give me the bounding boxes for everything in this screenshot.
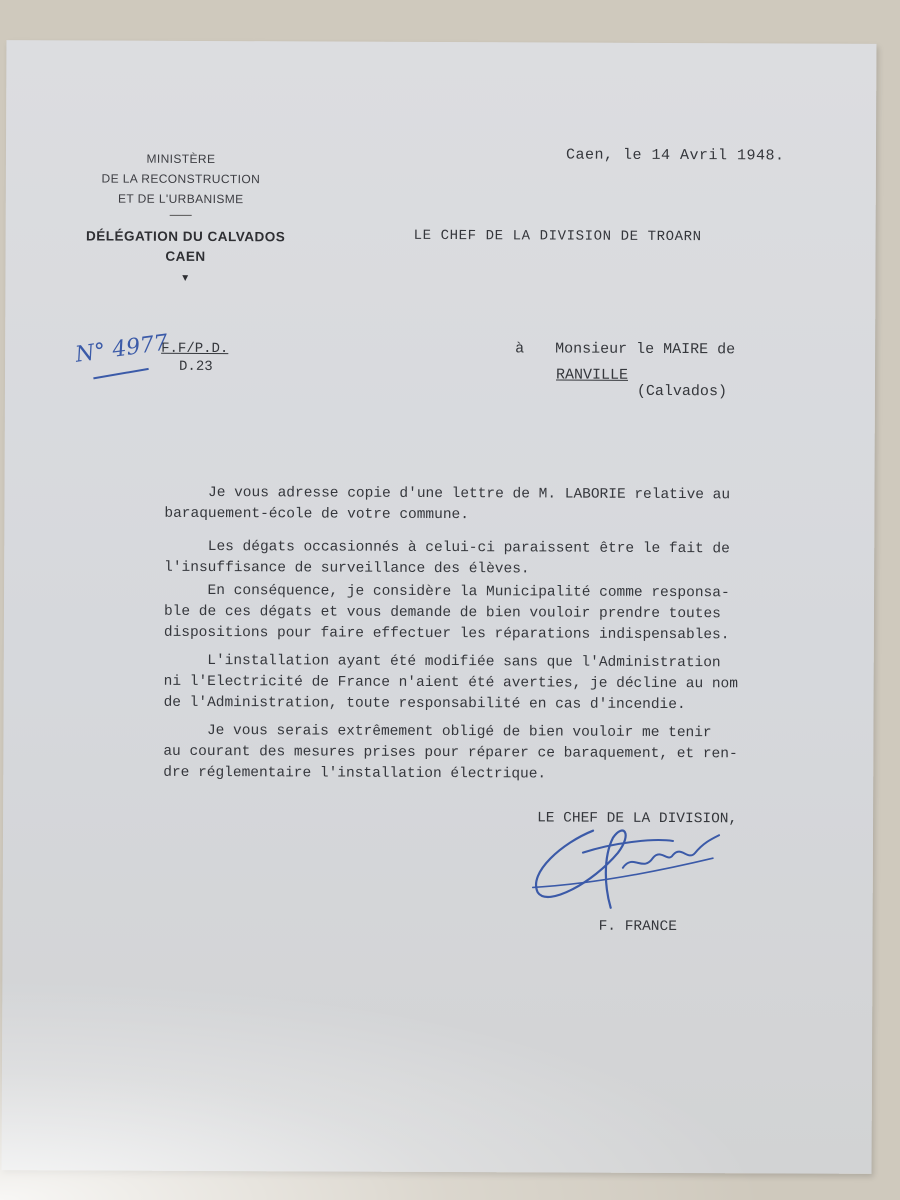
letter-paper [2, 40, 877, 1174]
sender-title: LE CHEF DE LA DIVISION DE TROARN [413, 227, 702, 246]
recipient-prefix: à [515, 340, 525, 358]
body-paragraph-1: Je vous adresse copie d'une lettre de M. LABORIE relative au baraquement-école de votre commune. [164, 484, 731, 524]
recipient-line-1: Monsieur le MAIRE de [555, 340, 736, 359]
recipient-line-3: (Calvados) [636, 382, 727, 401]
reference-code-line-2: D.23 [179, 358, 213, 376]
letterhead-delegation [55, 226, 315, 289]
letterhead-ministry [96, 148, 266, 216]
body-paragraph-5: Je vous serais extrêmement obligé de bien vouloir me tenir au courant des mesures prises pour réparer ce baraquement, et ren- dre réglementaire l'installation électrique. [163, 722, 738, 783]
reference-code-line-1: F.F/P.D. [161, 340, 229, 358]
handwritten-signature [523, 812, 733, 913]
body-paragraph-2: Les dégats occasionnés à celui-ci paraissent être le fait de l'insuffisance de surveillance des élèves. [164, 538, 730, 578]
signatory-name: F. FRANCE [598, 918, 677, 936]
recipient-line-2: RANVILLE [555, 366, 629, 384]
delegation-name: DÉLÉGATION DU CALVADOS [85, 228, 286, 245]
closing-line: LE CHEF DE LA DIVISION, [537, 810, 738, 828]
ministry-line-3: ET DE L'URBANISME [117, 191, 244, 207]
down-arrow-icon: ▼ [180, 272, 191, 284]
handwritten-underline [93, 368, 149, 379]
ministry-line-1: MINISTÈRE [146, 151, 216, 167]
body-paragraph-3: En conséquence, je considère la Municipalité comme responsa- ble de ces dégats et vous demande de bien vouloir prendre toutes dispositions pour faire effectuer les réparations indispensables. [163, 582, 730, 644]
handwritten-reference-number: N° 4977 [73, 330, 170, 368]
body-paragraph-4: L'installation ayant été modifiée sans que l'Administration ni l'Electricité de France n'aient été averties, je décline au nom de l'Administration, toute responsabilité en cas d'incendie. [163, 652, 738, 714]
letter-date: Caen, le 14 Avril 1948. [565, 146, 785, 165]
delegation-city: CAEN [165, 248, 206, 264]
letterhead-divider [170, 215, 192, 216]
ministry-line-2: DE LA RECONSTRUCTION [101, 171, 261, 187]
